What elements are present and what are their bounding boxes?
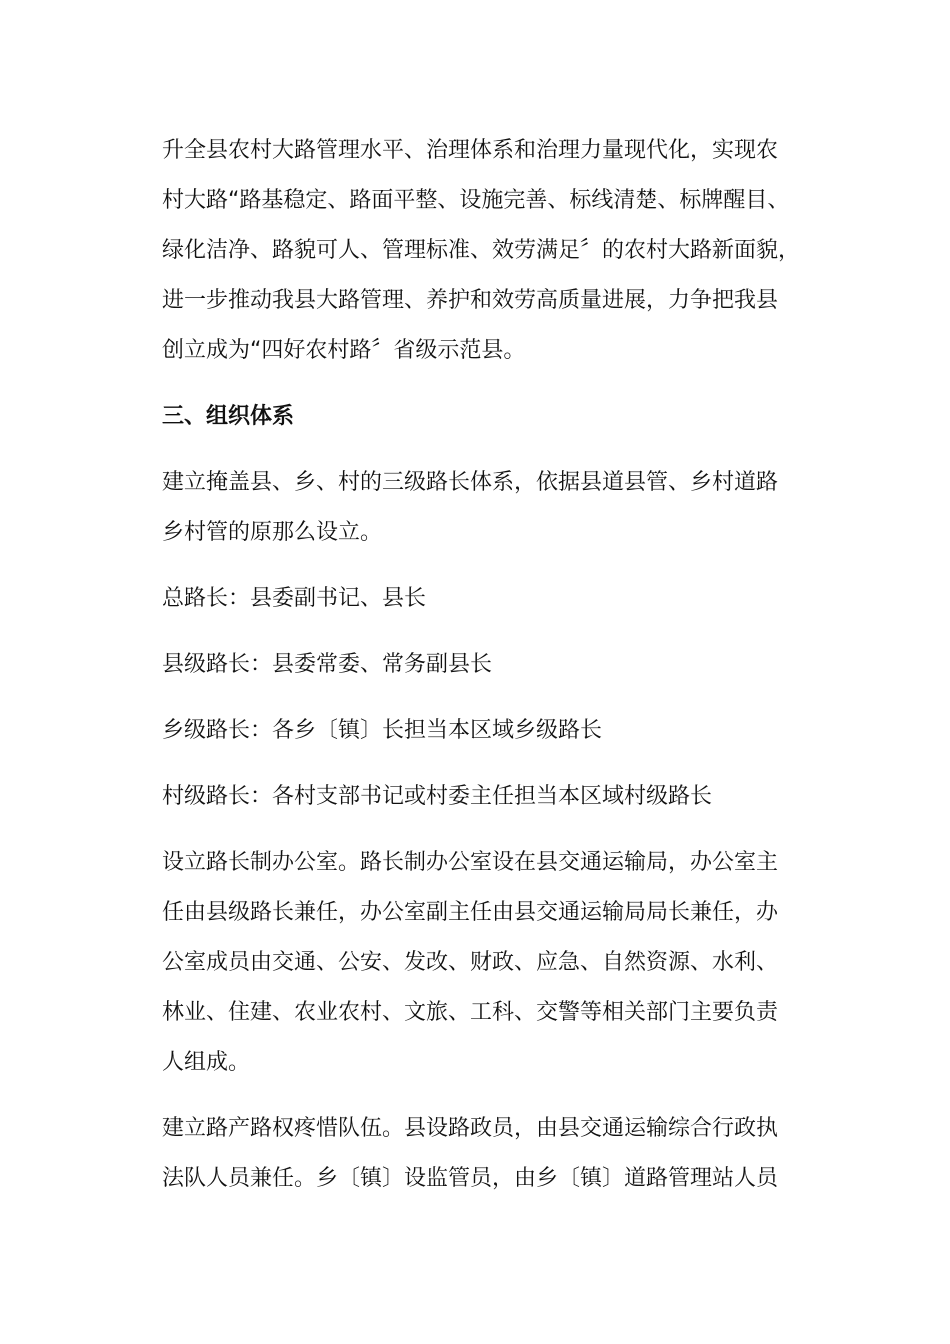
paragraph-office [162,838,802,1088]
text-line: 创立成为“四好农村路〞省级示范县。 [162,338,526,363]
paragraph-intro-continued [162,126,802,376]
text-line: 乡级路长：各乡〔镇〕长担当本区域乡级路长 [162,718,603,743]
paragraph-chief-road-leader [162,574,802,624]
text-line: 县级路长：县委常委、常务副县长 [162,652,493,677]
paragraph-county-road-leader [162,640,802,690]
text-line: 人组成。 [162,1050,251,1075]
text-line: 设立路长制办公室。路长制办公室设在县交通运输局，办公室主 [162,850,779,875]
text-line: 绿化洁净、路貌可人、管理标准、效劳满足〞的农村大路新面貌， [162,238,801,263]
text-line: 升全县农村大路管理水平、治理体系和治理力量现代化，实现农 [162,138,779,163]
text-line: 村级路长：各村支部书记或村委主任担当本区域村级路长 [162,784,713,809]
text-line: 法队人员兼任。乡〔镇〕设监管员，由乡〔镇〕道路管理站人员 [162,1166,779,1191]
text-line: 建立路产路权疼惜队伍。县设路政员，由县交通运输综合行政执 [162,1116,779,1141]
text-line: 乡村管的原那么设立。 [162,520,383,545]
text-line: 村大路“路基稳定、路面平整、设施完善、标线清楚、标牌醒目、 [162,188,790,213]
document-body [162,126,802,1220]
text-line: 任由县级路长兼任，办公室副主任由县交通运输局局长兼任，办 [162,900,779,925]
paragraph-protection-team [162,1104,802,1204]
text-line: 建立掩盖县、乡、村的三级路长体系，依据县道县管、乡村道路 [162,470,779,495]
paragraph-township-road-leader [162,706,802,756]
text-line: 林业、住建、农业农村、文旅、工科、交警等相关部门主要负责 [162,1000,779,1025]
text-line: 公室成员由交通、公安、发改、财政、应急、自然资源、水利、 [162,950,779,975]
paragraph-system [162,458,802,558]
text-line: 进一步推动我县大路管理、养护和效劳高质量进展，力争把我县 [162,288,779,313]
paragraph-village-road-leader [162,772,802,822]
text-line: 总路长：县委副书记、县长 [162,586,427,611]
section-heading: 三、组织体系 [162,404,295,429]
